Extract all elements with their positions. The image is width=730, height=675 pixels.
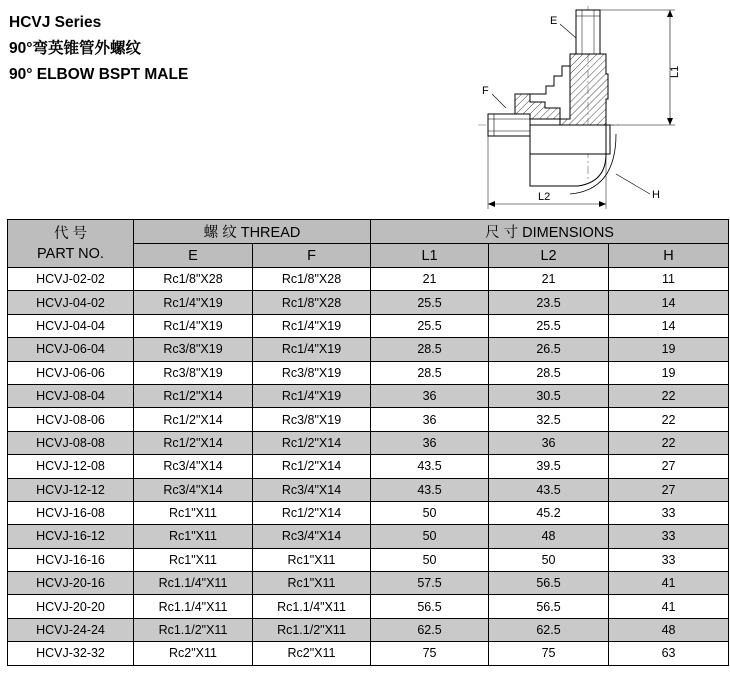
cell-h: 63: [609, 642, 729, 665]
cell-part: HCVJ-04-04: [8, 314, 134, 337]
cell-e: Rc1"X11: [134, 548, 253, 571]
header-l2: L2: [489, 244, 609, 268]
cell-l1: 36: [371, 384, 489, 407]
table-header-row-1: [8, 220, 729, 244]
table-row: [8, 572, 729, 595]
series-title: HCVJ Series: [9, 14, 102, 31]
cell-e: Rc3/8"X19: [134, 338, 253, 361]
header-part-cn: 代 号: [53, 225, 88, 242]
cell-l1: 25.5: [371, 291, 489, 314]
elbow-technical-drawing: [470, 4, 730, 216]
cell-l1: 50: [371, 501, 489, 524]
cell-l2: 56.5: [489, 595, 609, 618]
cell-f: Rc3/4"X14: [253, 478, 371, 501]
cell-l1: 50: [371, 548, 489, 571]
header-part-no: [8, 220, 134, 268]
header-thread: 螺 纹 THREAD: [134, 220, 371, 244]
cell-l1: 28.5: [371, 361, 489, 384]
table-row: [8, 338, 729, 361]
cell-h: 27: [609, 455, 729, 478]
table-body: [8, 268, 729, 666]
cell-f: Rc1/2"X14: [253, 501, 371, 524]
cell-h: 48: [609, 618, 729, 641]
header-h: H: [609, 244, 729, 268]
cell-f: Rc1/2"X14: [253, 431, 371, 454]
cell-h: 41: [609, 572, 729, 595]
cell-part: HCVJ-20-16: [8, 572, 134, 595]
header-dimensions: 尺 寸 DIMENSIONS: [371, 220, 729, 244]
cell-l1: 43.5: [371, 455, 489, 478]
cell-l2: 75: [489, 642, 609, 665]
drawing-label-f: F: [482, 85, 489, 97]
cell-l1: 56.5: [371, 595, 489, 618]
cell-l1: 62.5: [371, 618, 489, 641]
cell-l2: 62.5: [489, 618, 609, 641]
table-row: [8, 361, 729, 384]
vertical-thread: [576, 10, 600, 54]
header-f: F: [253, 244, 371, 268]
cell-e: Rc1"X11: [134, 501, 253, 524]
cell-h: 19: [609, 338, 729, 361]
table-row: [8, 501, 729, 524]
cell-h: 22: [609, 431, 729, 454]
cell-e: Rc1"X11: [134, 525, 253, 548]
cell-e: Rc1/2"X14: [134, 431, 253, 454]
cell-e: Rc1.1/2"X11: [134, 618, 253, 641]
cell-part: HCVJ-06-06: [8, 361, 134, 384]
cell-f: Rc1/2"X14: [253, 455, 371, 478]
cell-l2: 56.5: [489, 572, 609, 595]
cell-h: 22: [609, 408, 729, 431]
cell-h: 11: [609, 268, 729, 291]
table-row: [8, 384, 729, 407]
cell-e: Rc2"X11: [134, 642, 253, 665]
drawing-label-l1: L1: [669, 65, 681, 78]
cell-l1: 43.5: [371, 478, 489, 501]
cell-f: Rc1/4"X19: [253, 338, 371, 361]
cell-h: 41: [609, 595, 729, 618]
cell-e: Rc1.1/4"X11: [134, 572, 253, 595]
cell-part: HCVJ-24-24: [8, 618, 134, 641]
cell-h: 14: [609, 314, 729, 337]
cell-part: HCVJ-04-02: [8, 291, 134, 314]
cell-l2: 48: [489, 525, 609, 548]
cell-l2: 26.5: [489, 338, 609, 361]
table-row: [8, 455, 729, 478]
cell-f: Rc1/4"X19: [253, 314, 371, 337]
cell-l1: 36: [371, 408, 489, 431]
cell-l1: 28.5: [371, 338, 489, 361]
cell-f: Rc1.1/4"X11: [253, 595, 371, 618]
cell-e: Rc3/4"X14: [134, 478, 253, 501]
cell-l2: 30.5: [489, 384, 609, 407]
cell-l2: 21: [489, 268, 609, 291]
cell-part: HCVJ-20-20: [8, 595, 134, 618]
cell-l1: 21: [371, 268, 489, 291]
table-row: [8, 408, 729, 431]
table-row: [8, 642, 729, 665]
cell-e: Rc1/2"X14: [134, 408, 253, 431]
drawing-label-h: H: [652, 189, 660, 201]
cell-h: 19: [609, 361, 729, 384]
cell-l2: 32.5: [489, 408, 609, 431]
cell-l2: 36: [489, 431, 609, 454]
cell-e: Rc1/4"X19: [134, 314, 253, 337]
cell-h: 33: [609, 525, 729, 548]
cell-part: HCVJ-12-08: [8, 455, 134, 478]
cell-part: HCVJ-12-12: [8, 478, 134, 501]
cell-part: HCVJ-02-02: [8, 268, 134, 291]
cell-f: Rc3/4"X14: [253, 525, 371, 548]
cell-h: 33: [609, 548, 729, 571]
specification-table: [7, 219, 729, 666]
table-row: [8, 314, 729, 337]
cell-l2: 39.5: [489, 455, 609, 478]
cell-l1: 57.5: [371, 572, 489, 595]
english-title: 90° ELBOW BSPT MALE: [9, 66, 189, 83]
cell-part: HCVJ-08-04: [8, 384, 134, 407]
table-row: [8, 595, 729, 618]
cell-l1: 36: [371, 431, 489, 454]
cell-f: Rc1/8"X28: [253, 291, 371, 314]
cell-part: HCVJ-16-16: [8, 548, 134, 571]
cell-f: Rc2"X11: [253, 642, 371, 665]
cell-e: Rc1/2"X14: [134, 384, 253, 407]
table-row: [8, 291, 729, 314]
cell-l1: 25.5: [371, 314, 489, 337]
cell-part: HCVJ-16-08: [8, 501, 134, 524]
table-row: [8, 268, 729, 291]
table-row: [8, 478, 729, 501]
cell-h: 22: [609, 384, 729, 407]
table-row: [8, 548, 729, 571]
cell-e: Rc3/4"X14: [134, 455, 253, 478]
cell-f: Rc1.1/2"X11: [253, 618, 371, 641]
cell-l2: 45.2: [489, 501, 609, 524]
cell-f: Rc3/8"X19: [253, 408, 371, 431]
header-l1: L1: [371, 244, 489, 268]
cell-l1: 75: [371, 642, 489, 665]
cell-l2: 28.5: [489, 361, 609, 384]
cell-f: Rc1"X11: [253, 572, 371, 595]
header-part-en: PART NO.: [37, 245, 104, 262]
header-e: E: [134, 244, 253, 268]
chinese-title: 90°弯英锥管外螺纹: [9, 40, 141, 57]
cell-part: HCVJ-32-32: [8, 642, 134, 665]
cell-part: HCVJ-08-08: [8, 431, 134, 454]
cell-h: 33: [609, 501, 729, 524]
cell-part: HCVJ-08-06: [8, 408, 134, 431]
drawing-label-e: E: [550, 15, 558, 27]
cell-f: Rc1"X11: [253, 548, 371, 571]
cell-e: Rc1/4"X19: [134, 291, 253, 314]
title-block: [9, 10, 188, 88]
table-row: [8, 618, 729, 641]
cell-f: Rc1/4"X19: [253, 384, 371, 407]
cell-l2: 50: [489, 548, 609, 571]
cell-h: 27: [609, 478, 729, 501]
drawing-label-l2: L2: [538, 191, 551, 203]
cell-f: Rc1/8"X28: [253, 268, 371, 291]
cell-l2: 43.5: [489, 478, 609, 501]
cell-e: Rc3/8"X19: [134, 361, 253, 384]
cell-part: HCVJ-06-04: [8, 338, 134, 361]
cell-h: 14: [609, 291, 729, 314]
cell-e: Rc1.1/4"X11: [134, 595, 253, 618]
table-row: [8, 525, 729, 548]
cell-part: HCVJ-16-12: [8, 525, 134, 548]
cell-l2: 23.5: [489, 291, 609, 314]
table-row: [8, 431, 729, 454]
cell-e: Rc1/8"X28: [134, 268, 253, 291]
cell-l2: 25.5: [489, 314, 609, 337]
cell-l1: 50: [371, 525, 489, 548]
elbow-drawing-svg: [470, 4, 730, 216]
cell-f: Rc3/8"X19: [253, 361, 371, 384]
